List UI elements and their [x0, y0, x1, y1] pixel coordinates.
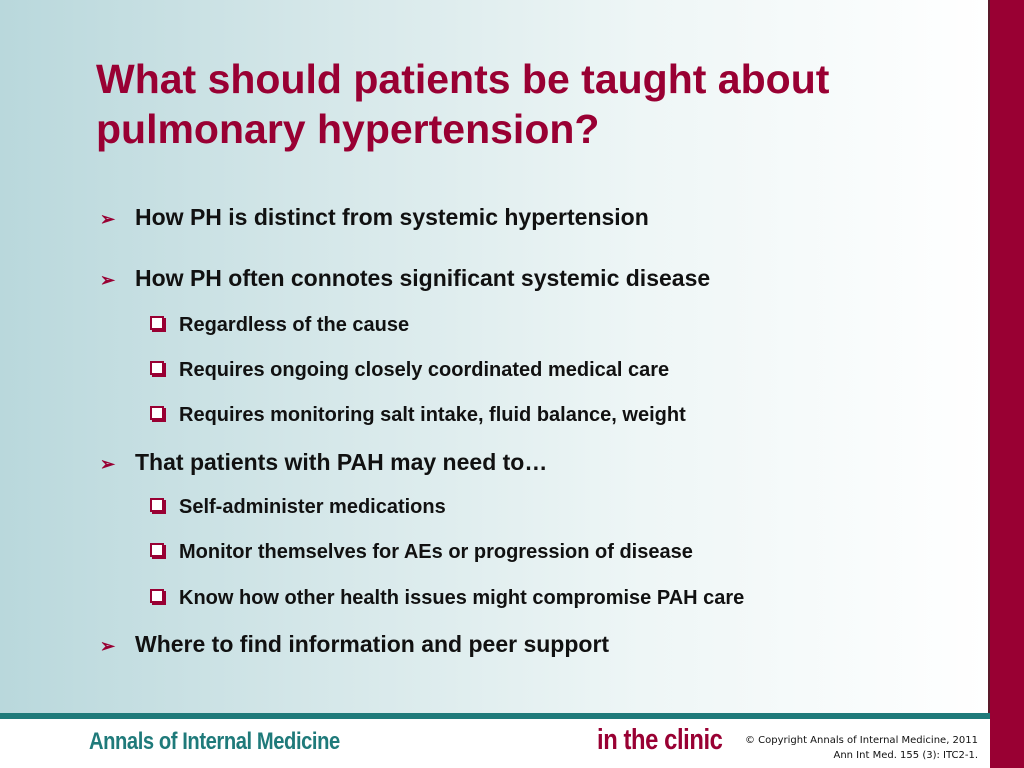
sub-bullet-item — [150, 404, 686, 427]
sub-bullet-text: Requires ongoing closely coordinated medical care — [179, 359, 670, 381]
bullet-text: How PH is distinct from systemic hypertension — [135, 204, 649, 230]
arrowhead-bullet-icon: ➢ — [100, 454, 116, 474]
square-checkbox-bullet-icon — [150, 541, 179, 564]
bullet-text: How PH often connotes significant systemic disease — [135, 265, 711, 291]
in-the-clinic-logo: in the clinic — [597, 724, 723, 756]
arrowhead-bullet-icon: ➢ — [100, 270, 116, 290]
bullet-item — [100, 631, 609, 658]
sub-bullet-text: Monitor themselves for AEs or progression of disease — [179, 541, 693, 563]
sub-bullet-text: Self-administer medications — [179, 496, 446, 518]
sub-bullet-text: Know how other health issues might compromise PAH care — [179, 587, 745, 609]
sub-bullet-item — [150, 587, 744, 610]
square-checkbox-bullet-icon — [150, 404, 179, 427]
square-checkbox-bullet-icon — [150, 314, 179, 337]
sub-bullet-item — [150, 314, 409, 337]
sub-bullet-item — [150, 496, 446, 519]
slide-title: What should patients be taught about pulmonary hypertension? — [96, 56, 830, 152]
sub-bullet-text: Requires monitoring salt intake, fluid balance, weight — [179, 404, 686, 426]
square-checkbox-bullet-icon — [150, 496, 179, 519]
square-checkbox-bullet-icon — [150, 587, 179, 610]
citation-line: Ann Int Med. 155 (3): ITC2-1. — [833, 750, 978, 761]
copyright-notice — [745, 733, 978, 763]
bullet-text: Where to find information and peer support — [135, 631, 610, 657]
bullet-item — [100, 265, 710, 292]
square-checkbox-bullet-icon — [150, 359, 179, 382]
arrowhead-bullet-icon: ➢ — [100, 209, 116, 229]
sub-bullet-text: Regardless of the cause — [179, 314, 410, 336]
right-accent-band — [988, 0, 1024, 768]
sub-bullet-item — [150, 359, 669, 382]
bullet-item — [100, 449, 547, 476]
annals-logo: Annals of Internal Medicine — [89, 728, 340, 755]
bullet-text: That patients with PAH may need to… — [135, 449, 548, 475]
arrowhead-bullet-icon: ➢ — [100, 636, 116, 656]
sub-bullet-item — [150, 541, 693, 564]
copyright-line: © Copyright Annals of Internal Medicine, 2011 — [744, 735, 978, 746]
bullet-item — [100, 204, 649, 231]
